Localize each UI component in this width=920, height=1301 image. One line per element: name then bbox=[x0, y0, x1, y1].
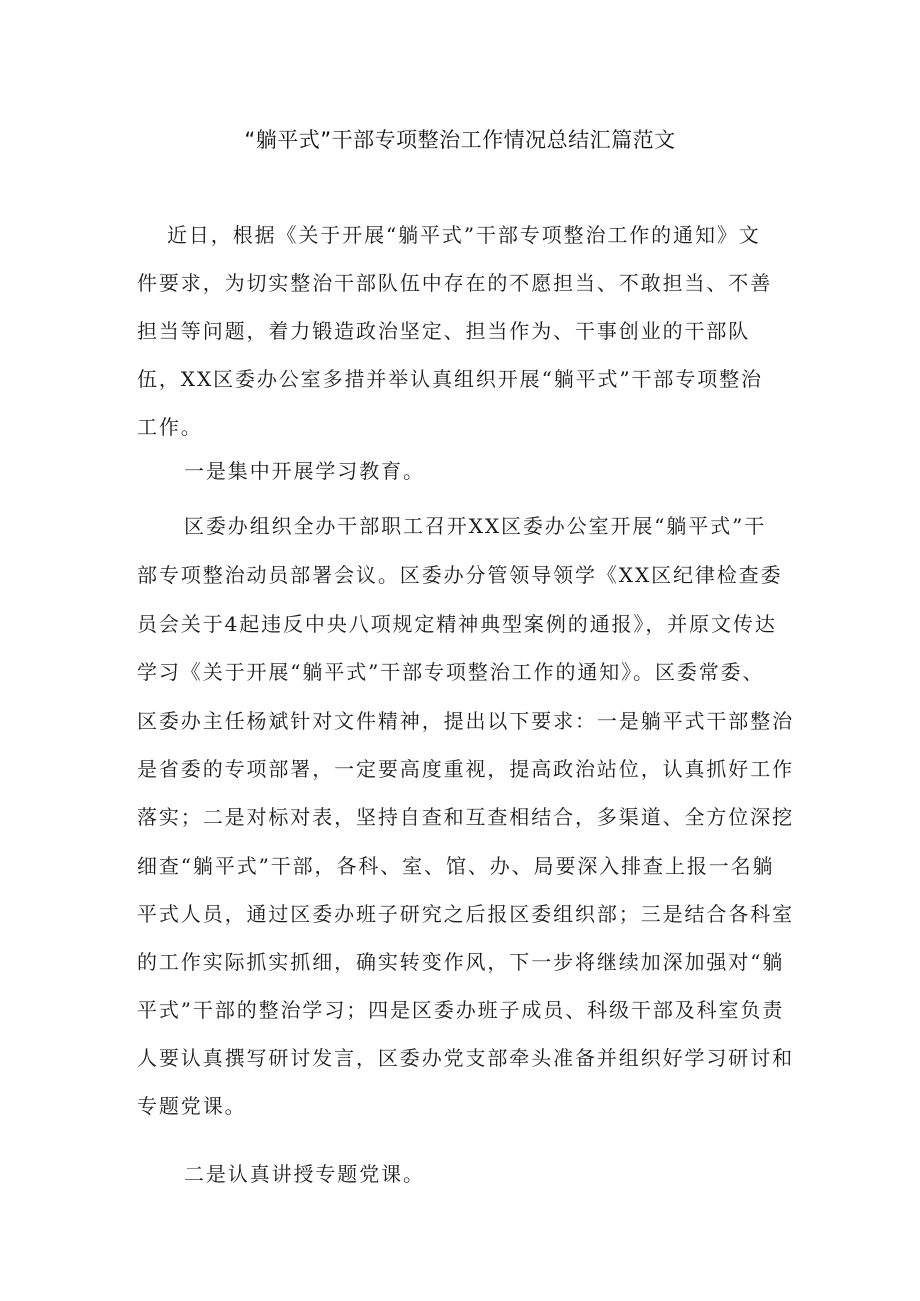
paragraph-line: 平式人员，通过区委办班子研究之后报区委组织部；三是结合各科室 bbox=[137, 902, 794, 926]
paragraph-line: 近日，根据《关于开展“躺平式”干部专项整治工作的通知》文 bbox=[167, 223, 761, 247]
paragraph-line: 专题党课。 bbox=[137, 1094, 247, 1118]
paragraph-line: 学习《关于开展“躺平式”干部专项整治工作的通知》。区委常委、 bbox=[137, 660, 765, 684]
paragraph-line: 区委办主任杨斌针对文件精神，提出以下要求：一是躺平式干部整治 bbox=[137, 709, 794, 733]
paragraph-line: 平式”干部的整治学习；四是区委办班子成员、科级干部及科室负责 bbox=[137, 998, 785, 1022]
section-heading: 一是集中开展学习教育。 bbox=[184, 459, 425, 483]
paragraph-line: 件要求，为切实整治干部队伍中存在的不愿担当、不敢担当、不善 bbox=[137, 271, 773, 295]
paragraph-line: 的工作实际抓实抓细，确实转变作风，下一步将继续加深加强对“躺 bbox=[137, 950, 785, 974]
paragraph-line: 伍，XX区委办公室多措并举认真组织开展“躺平式”干部专项整治 bbox=[137, 367, 763, 391]
paragraph-line: 是省委的专项部署，一定要高度重视，提高政治站位，认真抓好工作 bbox=[137, 757, 794, 781]
paragraph-line: 工作。 bbox=[137, 415, 203, 439]
document-title: “躺平式”干部专项整治工作情况总结汇篇范文 bbox=[244, 128, 676, 152]
paragraph-line: 落实；二是对标对表，坚持自查和互查相结合，多渠道、全方位深挖 bbox=[137, 805, 794, 829]
paragraph-line: 区委办组织全办干部职工召开XX区委办公室开展“躺平式”干 bbox=[184, 514, 767, 538]
paragraph-line: 细查“躺平式”干部，各科、室、馆、办、局要深入排查上报一名躺 bbox=[137, 854, 775, 878]
paragraph-line: 担当等问题，着力锻造政治坚定、担当作为、干事创业的干部队 bbox=[137, 319, 751, 343]
paragraph-line: 部专项整治动员部署会议。区委办分管领导领学《XX区纪律检查委 bbox=[137, 563, 783, 587]
paragraph-line: 人要认真撰写研讨发言，区委办党支部牵头准备并组织好学习研讨和 bbox=[137, 1046, 794, 1070]
paragraph-line: 员会关于4起违反中央八项规定精神典型案例的通报》，并原文传达 bbox=[137, 612, 777, 636]
section-heading: 二是认真讲授专题党课。 bbox=[184, 1162, 425, 1186]
